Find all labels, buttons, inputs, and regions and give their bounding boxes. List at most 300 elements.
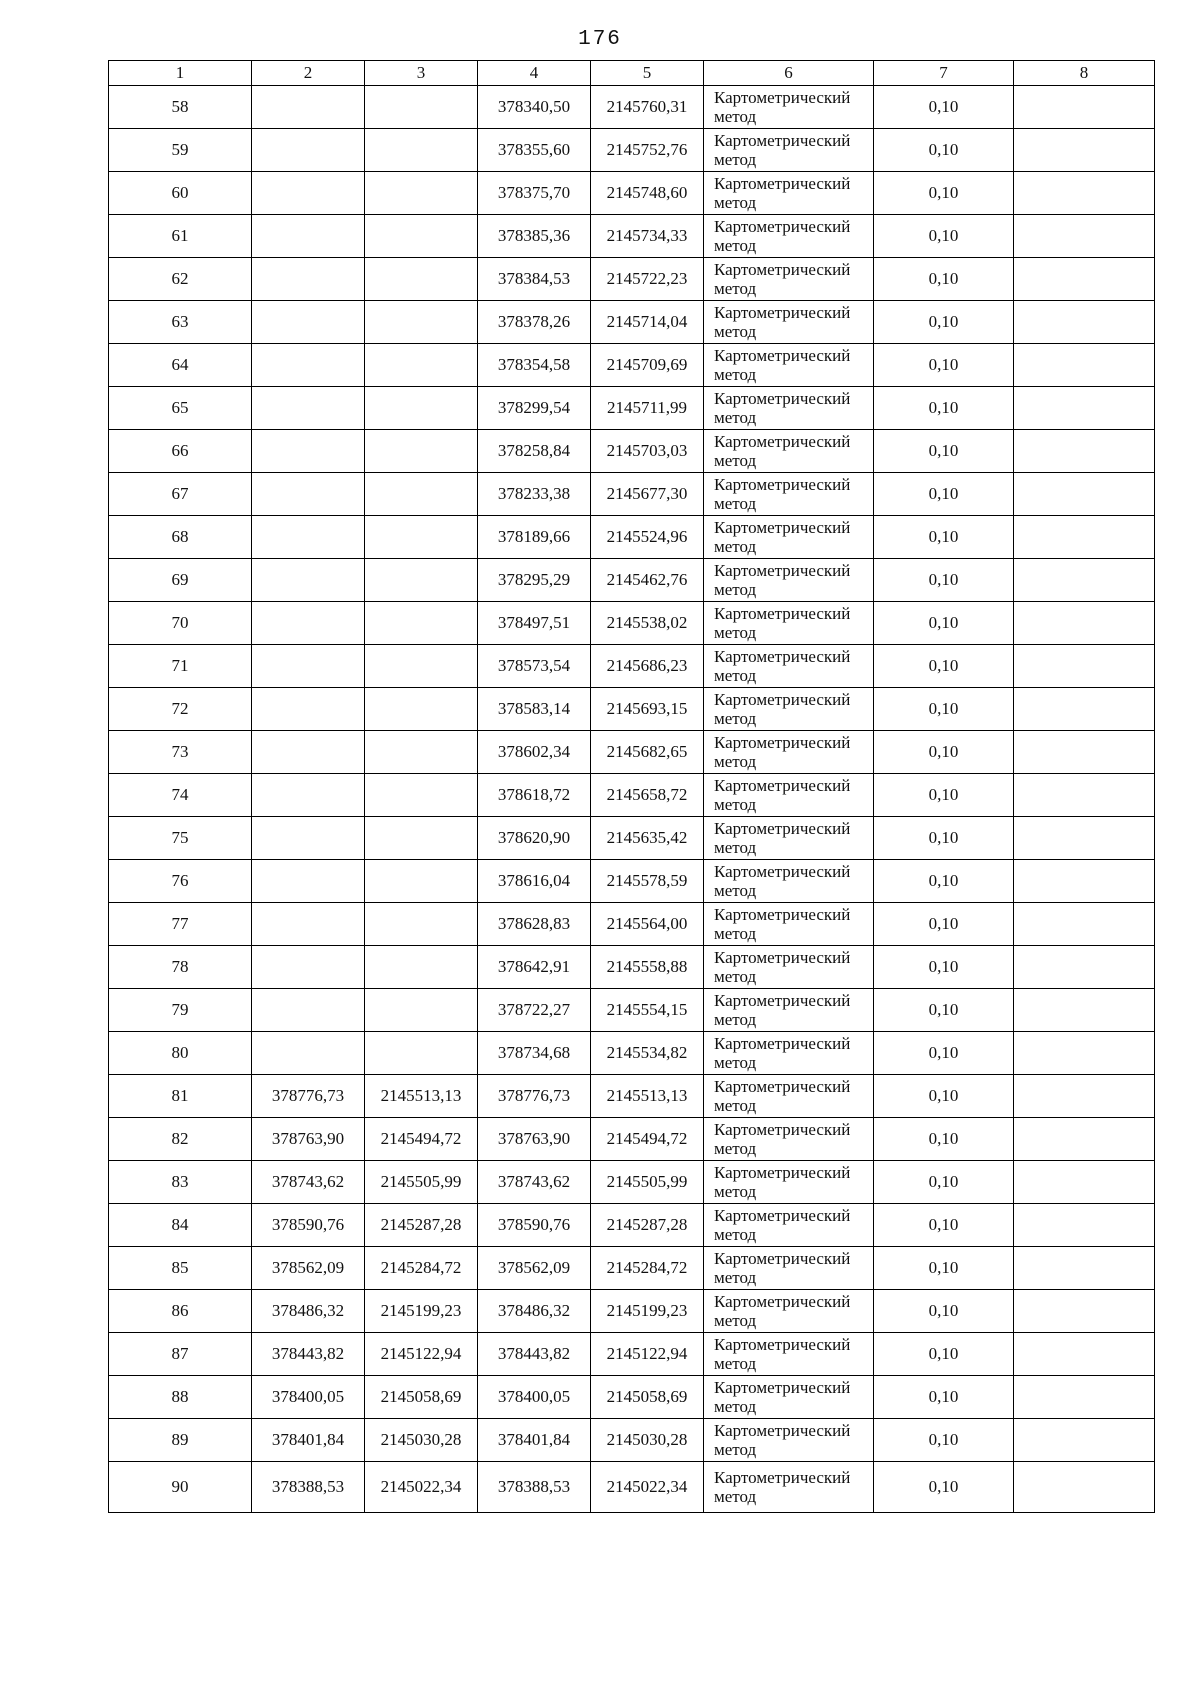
method-line-1: Картометрический — [714, 1335, 851, 1354]
method-line-2: метод — [714, 1010, 757, 1029]
y-new-cell: 2145284,72 — [591, 1247, 704, 1290]
x-old-cell — [252, 258, 365, 301]
y-new-cell: 2145711,99 — [591, 387, 704, 430]
note-cell — [1014, 430, 1155, 473]
x-new-cell: 378385,36 — [478, 215, 591, 258]
method-line-2: метод — [714, 1096, 757, 1115]
accuracy-cell: 0,10 — [874, 903, 1014, 946]
x-new-cell: 378497,51 — [478, 602, 591, 645]
table-row — [109, 1075, 1155, 1118]
method-line-2: метод — [714, 795, 757, 814]
note-cell — [1014, 1290, 1155, 1333]
accuracy-cell: 0,10 — [874, 215, 1014, 258]
point-number-cell: 87 — [109, 1333, 252, 1376]
column-header-7: 7 — [874, 61, 1014, 86]
table-row — [109, 1290, 1155, 1333]
point-number-cell: 61 — [109, 215, 252, 258]
table-row — [109, 1376, 1155, 1419]
method-line-2: метод — [714, 666, 757, 685]
x-old-cell — [252, 172, 365, 215]
table-body — [109, 86, 1155, 1513]
table-row — [109, 731, 1155, 774]
method-line-2: метод — [714, 967, 757, 986]
point-number-cell: 71 — [109, 645, 252, 688]
y-old-cell: 2145513,13 — [365, 1075, 478, 1118]
y-old-cell: 2145122,94 — [365, 1333, 478, 1376]
note-cell — [1014, 989, 1155, 1032]
x-new-cell: 378233,38 — [478, 473, 591, 516]
accuracy-cell: 0,10 — [874, 1419, 1014, 1462]
method-cell — [704, 1333, 874, 1376]
table-row — [109, 387, 1155, 430]
note-cell — [1014, 1247, 1155, 1290]
x-new-cell: 378734,68 — [478, 1032, 591, 1075]
method-line-1: Картометрический — [714, 432, 851, 451]
x-old-cell — [252, 817, 365, 860]
table-row — [109, 559, 1155, 602]
x-old-cell: 378562,09 — [252, 1247, 365, 1290]
method-cell — [704, 1204, 874, 1247]
x-new-cell: 378722,27 — [478, 989, 591, 1032]
y-old-cell — [365, 774, 478, 817]
x-new-cell: 378618,72 — [478, 774, 591, 817]
table-header-row — [109, 61, 1155, 86]
point-number-cell: 70 — [109, 602, 252, 645]
method-line-2: метод — [714, 537, 757, 556]
y-old-cell: 2145199,23 — [365, 1290, 478, 1333]
accuracy-cell: 0,10 — [874, 1075, 1014, 1118]
y-new-cell: 2145693,15 — [591, 688, 704, 731]
note-cell — [1014, 731, 1155, 774]
y-new-cell: 2145734,33 — [591, 215, 704, 258]
x-new-cell: 378743,62 — [478, 1161, 591, 1204]
y-new-cell: 2145122,94 — [591, 1333, 704, 1376]
y-new-cell: 2145558,88 — [591, 946, 704, 989]
method-cell — [704, 344, 874, 387]
note-cell — [1014, 1161, 1155, 1204]
table-row — [109, 1118, 1155, 1161]
y-old-cell — [365, 903, 478, 946]
y-old-cell: 2145058,69 — [365, 1376, 478, 1419]
x-new-cell: 378620,90 — [478, 817, 591, 860]
note-cell — [1014, 903, 1155, 946]
x-old-cell — [252, 215, 365, 258]
x-new-cell: 378401,84 — [478, 1419, 591, 1462]
note-cell — [1014, 258, 1155, 301]
x-new-cell: 378628,83 — [478, 903, 591, 946]
x-old-cell: 378401,84 — [252, 1419, 365, 1462]
x-old-cell — [252, 387, 365, 430]
y-new-cell: 2145709,69 — [591, 344, 704, 387]
accuracy-cell: 0,10 — [874, 129, 1014, 172]
point-number-cell: 78 — [109, 946, 252, 989]
table-row — [109, 1462, 1155, 1513]
y-old-cell — [365, 258, 478, 301]
note-cell — [1014, 1118, 1155, 1161]
method-line-2: метод — [714, 752, 757, 771]
point-number-cell: 68 — [109, 516, 252, 559]
accuracy-cell: 0,10 — [874, 516, 1014, 559]
x-new-cell: 378299,54 — [478, 387, 591, 430]
y-new-cell: 2145752,76 — [591, 129, 704, 172]
point-number-cell: 59 — [109, 129, 252, 172]
point-number-cell: 69 — [109, 559, 252, 602]
x-new-cell: 378375,70 — [478, 172, 591, 215]
note-cell — [1014, 1462, 1155, 1513]
point-number-cell: 79 — [109, 989, 252, 1032]
column-header-5: 5 — [591, 61, 704, 86]
x-new-cell: 378590,76 — [478, 1204, 591, 1247]
x-old-cell: 378743,62 — [252, 1161, 365, 1204]
method-line-2: метод — [714, 881, 757, 900]
method-line-2: метод — [714, 1182, 757, 1201]
note-cell — [1014, 473, 1155, 516]
note-cell — [1014, 1204, 1155, 1247]
table-row — [109, 215, 1155, 258]
table-row — [109, 516, 1155, 559]
x-new-cell: 378602,34 — [478, 731, 591, 774]
x-new-cell: 378486,32 — [478, 1290, 591, 1333]
method-cell — [704, 989, 874, 1032]
point-number-cell: 82 — [109, 1118, 252, 1161]
x-old-cell: 378590,76 — [252, 1204, 365, 1247]
y-new-cell: 2145635,42 — [591, 817, 704, 860]
x-new-cell: 378340,50 — [478, 86, 591, 129]
method-line-2: метод — [714, 709, 757, 728]
y-new-cell: 2145748,60 — [591, 172, 704, 215]
method-cell — [704, 817, 874, 860]
method-cell — [704, 903, 874, 946]
method-line-2: метод — [714, 279, 757, 298]
method-line-1: Картометрический — [714, 862, 851, 881]
accuracy-cell: 0,10 — [874, 1333, 1014, 1376]
point-number-cell: 89 — [109, 1419, 252, 1462]
point-number-cell: 88 — [109, 1376, 252, 1419]
column-header-4: 4 — [478, 61, 591, 86]
accuracy-cell: 0,10 — [874, 817, 1014, 860]
accuracy-cell: 0,10 — [874, 473, 1014, 516]
accuracy-cell: 0,10 — [874, 946, 1014, 989]
method-cell — [704, 860, 874, 903]
table-row — [109, 86, 1155, 129]
table-row — [109, 989, 1155, 1032]
y-new-cell: 2145058,69 — [591, 1376, 704, 1419]
y-new-cell: 2145505,99 — [591, 1161, 704, 1204]
point-number-cell: 77 — [109, 903, 252, 946]
method-cell — [704, 473, 874, 516]
method-line-2: метод — [714, 1225, 757, 1244]
y-new-cell: 2145554,15 — [591, 989, 704, 1032]
note-cell — [1014, 129, 1155, 172]
column-header-2: 2 — [252, 61, 365, 86]
method-cell — [704, 1376, 874, 1419]
note-cell — [1014, 1075, 1155, 1118]
x-new-cell: 378355,60 — [478, 129, 591, 172]
note-cell — [1014, 688, 1155, 731]
method-line-1: Картометрический — [714, 1378, 851, 1397]
y-old-cell: 2145505,99 — [365, 1161, 478, 1204]
table-row — [109, 602, 1155, 645]
x-new-cell: 378616,04 — [478, 860, 591, 903]
table-row — [109, 129, 1155, 172]
method-line-1: Картометрический — [714, 346, 851, 365]
x-new-cell: 378642,91 — [478, 946, 591, 989]
x-new-cell: 378295,29 — [478, 559, 591, 602]
y-old-cell: 2145287,28 — [365, 1204, 478, 1247]
y-new-cell: 2145658,72 — [591, 774, 704, 817]
table-row — [109, 645, 1155, 688]
x-old-cell — [252, 559, 365, 602]
x-old-cell — [252, 602, 365, 645]
point-number-cell: 81 — [109, 1075, 252, 1118]
table-row — [109, 430, 1155, 473]
table-row — [109, 1333, 1155, 1376]
x-old-cell — [252, 774, 365, 817]
method-line-2: метод — [714, 623, 757, 642]
y-new-cell: 2145703,03 — [591, 430, 704, 473]
y-old-cell — [365, 129, 478, 172]
y-old-cell — [365, 215, 478, 258]
y-old-cell — [365, 817, 478, 860]
method-line-1: Картометрический — [714, 1206, 851, 1225]
method-line-2: метод — [714, 451, 757, 470]
table-row — [109, 860, 1155, 903]
point-number-cell: 75 — [109, 817, 252, 860]
x-old-cell — [252, 645, 365, 688]
y-old-cell — [365, 602, 478, 645]
method-line-1: Картометрический — [714, 647, 851, 666]
x-new-cell: 378562,09 — [478, 1247, 591, 1290]
coordinates-table — [108, 60, 1155, 1513]
y-old-cell — [365, 989, 478, 1032]
method-cell — [704, 387, 874, 430]
table-row — [109, 774, 1155, 817]
method-cell — [704, 258, 874, 301]
x-old-cell — [252, 1032, 365, 1075]
accuracy-cell: 0,10 — [874, 774, 1014, 817]
note-cell — [1014, 1419, 1155, 1462]
table-row — [109, 903, 1155, 946]
table-row — [109, 1419, 1155, 1462]
point-number-cell: 86 — [109, 1290, 252, 1333]
y-old-cell — [365, 301, 478, 344]
y-old-cell — [365, 344, 478, 387]
method-line-1: Картометрический — [714, 733, 851, 752]
x-new-cell: 378763,90 — [478, 1118, 591, 1161]
y-old-cell — [365, 1032, 478, 1075]
x-new-cell: 378354,58 — [478, 344, 591, 387]
accuracy-cell: 0,10 — [874, 258, 1014, 301]
method-line-2: метод — [714, 1139, 757, 1158]
accuracy-cell: 0,10 — [874, 1204, 1014, 1247]
note-cell — [1014, 344, 1155, 387]
method-line-1: Картометрический — [714, 561, 851, 580]
method-cell — [704, 731, 874, 774]
y-new-cell: 2145494,72 — [591, 1118, 704, 1161]
method-line-2: метод — [714, 1397, 757, 1416]
y-old-cell: 2145494,72 — [365, 1118, 478, 1161]
table-row — [109, 258, 1155, 301]
method-line-2: метод — [714, 1053, 757, 1072]
method-cell — [704, 1032, 874, 1075]
x-old-cell — [252, 430, 365, 473]
accuracy-cell: 0,10 — [874, 1247, 1014, 1290]
method-line-2: метод — [714, 107, 757, 126]
method-cell — [704, 946, 874, 989]
note-cell — [1014, 602, 1155, 645]
note-cell — [1014, 860, 1155, 903]
x-new-cell: 378583,14 — [478, 688, 591, 731]
method-line-1: Картометрический — [714, 217, 851, 236]
method-line-2: метод — [714, 365, 757, 384]
accuracy-cell: 0,10 — [874, 602, 1014, 645]
y-old-cell — [365, 516, 478, 559]
accuracy-cell: 0,10 — [874, 301, 1014, 344]
method-line-2: метод — [714, 838, 757, 857]
x-old-cell — [252, 129, 365, 172]
table-row — [109, 817, 1155, 860]
method-cell — [704, 1419, 874, 1462]
method-line-2: метод — [714, 193, 757, 212]
x-old-cell — [252, 903, 365, 946]
x-old-cell — [252, 86, 365, 129]
method-line-1: Картометрический — [714, 1120, 851, 1139]
x-old-cell — [252, 516, 365, 559]
accuracy-cell: 0,10 — [874, 731, 1014, 774]
note-cell — [1014, 301, 1155, 344]
column-header-3: 3 — [365, 61, 478, 86]
point-number-cell: 90 — [109, 1462, 252, 1513]
x-old-cell: 378400,05 — [252, 1376, 365, 1419]
table-row — [109, 172, 1155, 215]
method-line-1: Картометрический — [714, 389, 851, 408]
method-line-2: метод — [714, 1311, 757, 1330]
point-number-cell: 58 — [109, 86, 252, 129]
method-line-1: Картометрический — [714, 905, 851, 924]
point-number-cell: 62 — [109, 258, 252, 301]
column-header-8: 8 — [1014, 61, 1155, 86]
method-line-1: Картометрический — [714, 174, 851, 193]
accuracy-cell: 0,10 — [874, 1118, 1014, 1161]
method-line-1: Картометрический — [714, 776, 851, 795]
method-cell — [704, 215, 874, 258]
method-line-1: Картометрический — [714, 88, 851, 107]
method-line-1: Картометрический — [714, 475, 851, 494]
point-number-cell: 60 — [109, 172, 252, 215]
method-line-2: метод — [714, 322, 757, 341]
x-old-cell: 378763,90 — [252, 1118, 365, 1161]
note-cell — [1014, 645, 1155, 688]
note-cell — [1014, 1333, 1155, 1376]
y-old-cell — [365, 559, 478, 602]
method-line-1: Картометрический — [714, 1292, 851, 1311]
method-cell — [704, 645, 874, 688]
table-row — [109, 473, 1155, 516]
method-line-1: Картометрический — [714, 260, 851, 279]
method-line-1: Картометрический — [714, 1077, 851, 1096]
method-line-2: метод — [714, 1268, 757, 1287]
note-cell — [1014, 559, 1155, 602]
y-old-cell — [365, 86, 478, 129]
method-line-1: Картометрический — [714, 131, 851, 150]
y-new-cell: 2145199,23 — [591, 1290, 704, 1333]
y-new-cell: 2145682,65 — [591, 731, 704, 774]
method-cell — [704, 1118, 874, 1161]
x-old-cell — [252, 301, 365, 344]
x-old-cell — [252, 731, 365, 774]
x-new-cell: 378378,26 — [478, 301, 591, 344]
y-new-cell: 2145513,13 — [591, 1075, 704, 1118]
method-cell — [704, 1462, 874, 1513]
point-number-cell: 72 — [109, 688, 252, 731]
method-line-1: Картометрический — [714, 604, 851, 623]
point-number-cell: 85 — [109, 1247, 252, 1290]
x-old-cell — [252, 344, 365, 387]
accuracy-cell: 0,10 — [874, 387, 1014, 430]
method-line-1: Картометрический — [714, 303, 851, 322]
x-old-cell — [252, 989, 365, 1032]
point-number-cell: 66 — [109, 430, 252, 473]
method-line-2: метод — [714, 924, 757, 943]
x-old-cell — [252, 473, 365, 516]
y-old-cell — [365, 946, 478, 989]
note-cell — [1014, 215, 1155, 258]
accuracy-cell: 0,10 — [874, 645, 1014, 688]
method-line-1: Картометрический — [714, 690, 851, 709]
x-new-cell: 378776,73 — [478, 1075, 591, 1118]
column-header-1: 1 — [109, 61, 252, 86]
accuracy-cell: 0,10 — [874, 688, 1014, 731]
method-line-2: метод — [714, 236, 757, 255]
x-old-cell: 378388,53 — [252, 1462, 365, 1513]
method-cell — [704, 172, 874, 215]
x-old-cell: 378443,82 — [252, 1333, 365, 1376]
method-line-2: метод — [714, 1487, 757, 1506]
accuracy-cell: 0,10 — [874, 1032, 1014, 1075]
y-old-cell — [365, 688, 478, 731]
x-old-cell — [252, 946, 365, 989]
y-new-cell: 2145714,04 — [591, 301, 704, 344]
point-number-cell: 74 — [109, 774, 252, 817]
method-line-2: метод — [714, 580, 757, 599]
method-cell — [704, 1075, 874, 1118]
x-old-cell: 378776,73 — [252, 1075, 365, 1118]
y-old-cell — [365, 731, 478, 774]
x-new-cell: 378400,05 — [478, 1376, 591, 1419]
accuracy-cell: 0,10 — [874, 1462, 1014, 1513]
point-number-cell: 84 — [109, 1204, 252, 1247]
note-cell — [1014, 1032, 1155, 1075]
method-line-1: Картометрический — [714, 991, 851, 1010]
note-cell — [1014, 172, 1155, 215]
y-old-cell: 2145284,72 — [365, 1247, 478, 1290]
x-new-cell: 378573,54 — [478, 645, 591, 688]
method-cell — [704, 301, 874, 344]
method-line-1: Картометрический — [714, 819, 851, 838]
x-new-cell: 378443,82 — [478, 1333, 591, 1376]
method-line-2: метод — [714, 1440, 757, 1459]
method-line-1: Картометрический — [714, 518, 851, 537]
y-new-cell: 2145538,02 — [591, 602, 704, 645]
accuracy-cell: 0,10 — [874, 1290, 1014, 1333]
table-row — [109, 1161, 1155, 1204]
method-cell — [704, 559, 874, 602]
method-line-1: Картометрический — [714, 1249, 851, 1268]
point-number-cell: 76 — [109, 860, 252, 903]
x-new-cell: 378388,53 — [478, 1462, 591, 1513]
note-cell — [1014, 774, 1155, 817]
y-new-cell: 2145462,76 — [591, 559, 704, 602]
